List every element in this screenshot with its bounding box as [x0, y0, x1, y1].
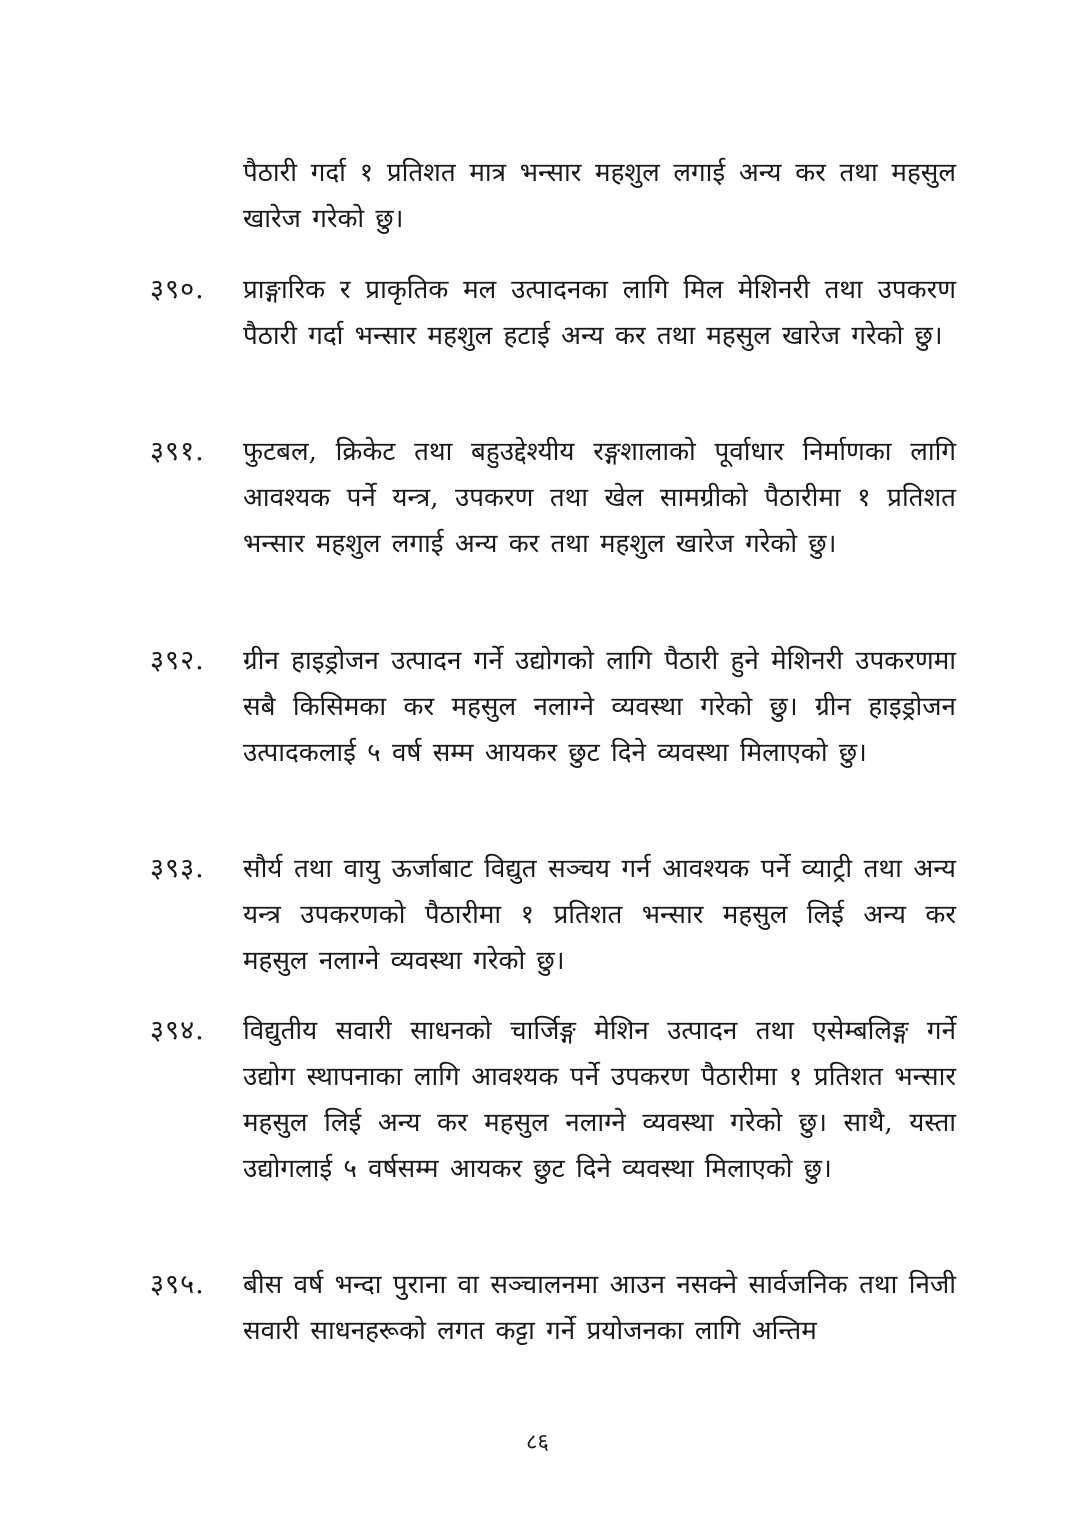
- paragraph-number: ३९४.: [150, 1015, 205, 1046]
- continuation-text: पैठारी गर्दा १ प्रतिशत मात्र भन्सार महशुल लगाई अन्य कर तथा महसुल खारेज गरेको छु।: [243, 158, 956, 234]
- paragraph-number: ३९३.: [150, 853, 205, 884]
- paragraph-number: ३९०.: [150, 274, 205, 305]
- paragraph-390: [150, 267, 956, 359]
- paragraph-392: [150, 638, 956, 776]
- paragraph-number: ३९५.: [150, 1269, 205, 1300]
- paragraph-394: [150, 1008, 956, 1192]
- paragraph-text: फुटबल, क्रिकेट तथा बहुउद्देश्यीय रङ्गशालाको पूर्वाधार निर्माणका लागि आवश्यक पर्ने यन्त्र, उपकरण तथा खेल सामग्रीको पैठारीमा १ प्रतिशत भन्सार महशुल लगाई अन्य कर तथा महशुल खारेज गरेको छु।: [243, 437, 956, 559]
- continuation-paragraph: [150, 150, 956, 242]
- paragraph-number: ३९१.: [150, 436, 205, 467]
- paragraph-text: सौर्य तथा वायु ऊर्जाबाट विद्युत सञ्चय गर्न आवश्यक पर्ने व्याट्री तथा अन्य यन्त्र उपकरणको पैठारीमा १ प्रतिशत भन्सार महसुल लिई अन्य कर महसुल नलाग्ने व्यवस्था गरेको छु।: [243, 854, 956, 976]
- paragraph-395: [150, 1262, 956, 1354]
- paragraph-391: [150, 429, 956, 567]
- page-number: ८६: [526, 1430, 549, 1455]
- paragraph-text: प्राङ्गारिक र प्राकृतिक मल उत्पादनका लागि मिल मेशिनरी तथा उपकरण पैठारी गर्दा भन्सार महशुल हटाई अन्य कर तथा महसुल खारेज गरेको छु।: [243, 275, 956, 351]
- paragraph-393: [150, 846, 956, 984]
- paragraph-text: विद्युतीय सवारी साधनको चार्जिङ्ग मेशिन उत्पादन तथा एसेम्बलिङ्ग गर्ने उद्योग स्थापनाका लागि आवश्यक पर्ने उपकरण पैठारीमा १ प्रतिशत भन्सार महसुल लिई अन्य कर महसुल नलाग्ने व्यवस्था गरेको छु। साथै, यस्ता उद्योगलाई ५ वर्षसम्म आयकर छुट दिने व्यवस्था मिलाएको छु।: [243, 1016, 956, 1184]
- paragraph-text: बीस वर्ष भन्दा पुराना वा सञ्चालनमा आउन नसक्ने सार्वजनिक तथा निजी सवारी साधनहरूको लगत कट्टा गर्ने प्रयोजनका लागि अन्तिम: [243, 1270, 956, 1346]
- paragraph-text: ग्रीन हाइड्रोजन उत्पादन गर्ने उद्योगको लागि पैठारी हुने मेशिनरी उपकरणमा सबै किसिमका कर महसुल नलाग्ने व्यवस्था गरेको छु। ग्रीन हाइड्रोजन उत्पादकलाई ५ वर्ष सम्म आयकर छुट दिने व्यवस्था मिलाएको छु।: [243, 646, 956, 768]
- paragraph-number: ३९२.: [150, 645, 205, 676]
